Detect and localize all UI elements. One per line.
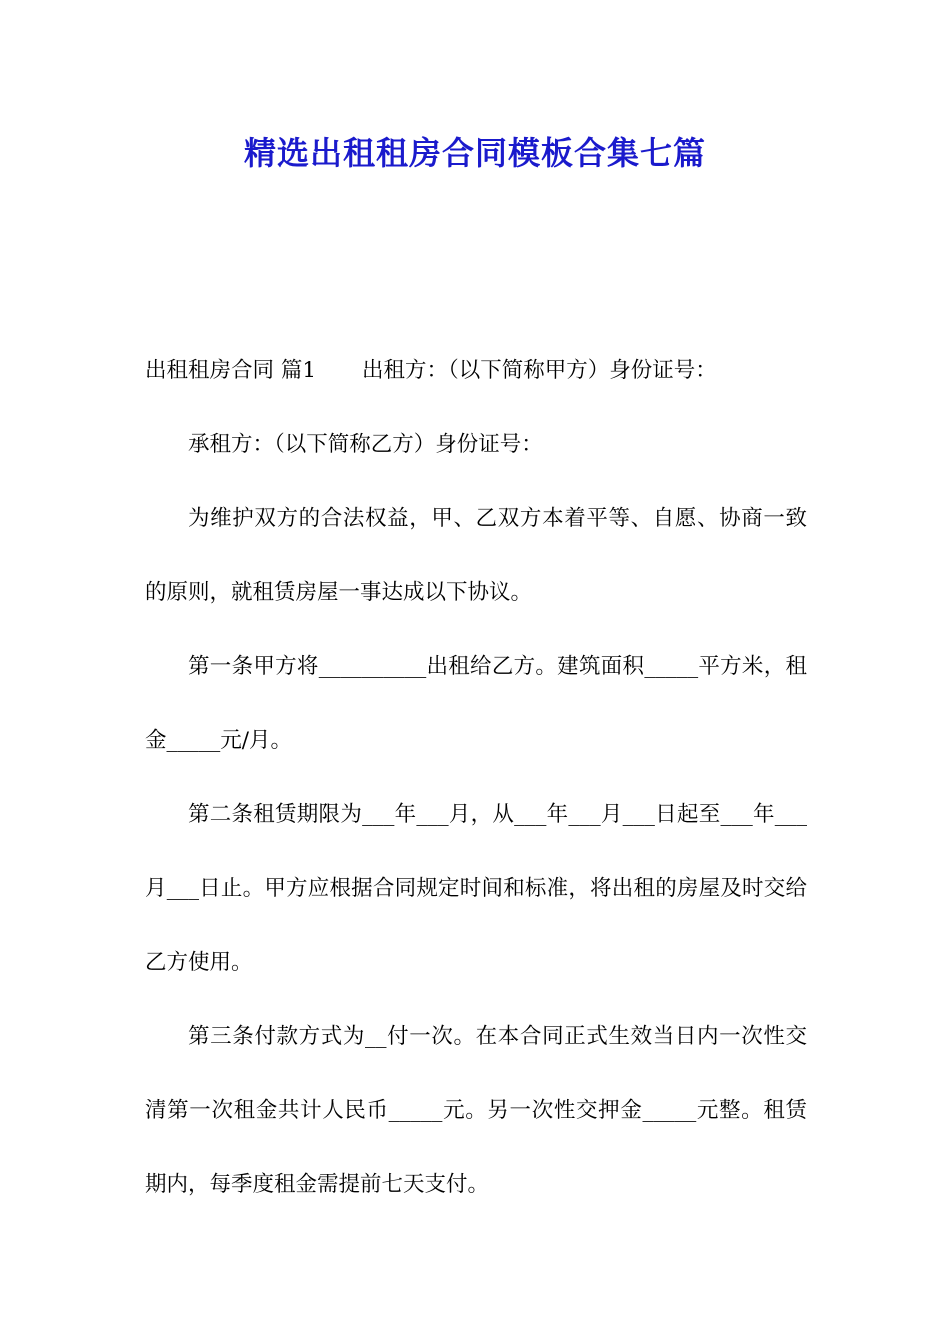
paragraph-lessee: 承租方：（以下简称乙方）身份证号： bbox=[188, 432, 543, 457]
paragraph-article-3: 第三条付款方式为__付一次。在本合同正式生效当日内一次性交清第一次租金共计人民币_____元。另一次性交押金_____元整。租赁期内，每季度租金需提前七天支付。 bbox=[145, 1024, 807, 1197]
document-title: 精选出租租房合同模板合集七篇 bbox=[243, 134, 706, 172]
paragraph-lessor: 出租方：（以下简称甲方）身份证号： bbox=[362, 358, 717, 383]
paragraph-preamble: 为维护双方的合法权益，甲、乙双方本着平等、自愿、协商一致的原则，就租赁房屋一事达成以下协议。 bbox=[145, 506, 807, 605]
section-heading: 出租租房合同 篇1 bbox=[145, 358, 317, 383]
document-body bbox=[145, 334, 807, 1222]
paragraph-article-2: 第二条租赁期限为___年___月，从___年___月___日起至___年___月___日止。甲方应根据合同规定时间和标准，将出租的房屋及时交给乙方使用。 bbox=[145, 802, 807, 975]
paragraph-article-1: 第一条甲方将__________出租给乙方。建筑面积_____平方米，租金_____元/月。 bbox=[145, 654, 807, 753]
paragraph-first bbox=[145, 334, 807, 408]
